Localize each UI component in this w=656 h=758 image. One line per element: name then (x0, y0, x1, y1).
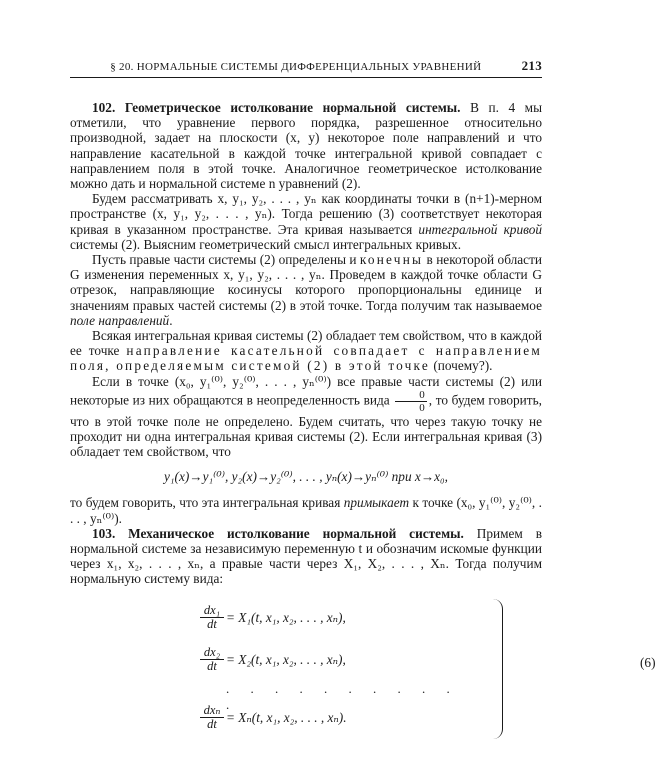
s102-paragraph-1: 102. Геометрическое истолкование нормальной системы. В п. 4 мы отметили, что уравнение первого порядка, разрешенное относительно производной, задает на плоскости (x, y) некоторое поле направлений и что направление касательной в каждой точке интегральной кривой совпадает с направлением поля в этой точке. Аналогичное геометрическое истолкование можно дать и нормальной системе n уравнений (2). (70, 100, 543, 192)
running-header (70, 58, 542, 78)
equation-row-2: $\frac{\text{dx₂}}{dt}$ = X₂(t, x₁, x₂, . . . , xₙ), (200, 639, 480, 681)
ellipsis-row: . . . . . . . . . . . (226, 680, 459, 712)
equation-number: (6) (640, 654, 656, 670)
term-direction-field: поле направлений (70, 312, 170, 328)
limit-formula: y₁(x)→y₁⁽⁰⁾, y₂(x)→y₂⁽⁰⁾, . . . , yₙ(x)→yₙ⁽⁰⁾ при x→x₀, (164, 469, 448, 485)
s103-heading: 103. Механическое истолкование нормальной системы. (92, 525, 464, 541)
fraction-zero-over-zero: $\frac{0}{0}$ (395, 389, 427, 414)
equation-system-6 (200, 597, 656, 739)
s102-paragraph-2: Будем рассматривать x, y₁, y₂, . . . , yₙ как координаты точки в (n+1)-мерном пространстве (x, y₁, y₂, . . . , yₙ). Тогда решению (3) соответствует некоторая кривая в указанном пространстве. Эта кривая называется интегральной кривой системы (2). Выясним геометрический смысл интегральных кривых. (70, 191, 542, 252)
s102-paragraph-6: то будем говорить, что эта интегральная кривая примыкает к точке (x₀, y₁⁽⁰⁾, y₂⁽⁰⁾, . . . , yₙ⁽⁰⁾). (70, 495, 542, 526)
term-adjoins: примыкает (343, 495, 410, 511)
term-integral-curve: интегральной кривой (418, 221, 542, 237)
s102-paragraph-3: Пусть правые части системы (2) определены и конечны в некоторой области G изменения переменных x, y₁, y₂, . . . , yₙ. Проведем в каждой точке области G отрезок, направляющие косинусы которого пропорциональны единице и значениям правых частей системы (2) в этой точке. Тогда получим так называемое поле направлений. (70, 252, 542, 328)
s102-heading: 102. Геометрическое истолкование нормальной системы. (92, 100, 461, 115)
spaced-emphasis: направление касательной совпадает с направлением поля, определяемым системой (2) в этой точке (70, 343, 542, 374)
header-title: § 20. НОРМАЛЬНЫЕ СИСТЕМЫ ДИФФЕРЕНЦИАЛЬНЫХ УРАВНЕНИЙ (110, 61, 482, 73)
s103-paragraph-1: 103. Механическое истолкование нормальной системы. Примем в нормальной системе за независимую переменную t и обозначим искомые функции через x₁, x₂, . . . , xₙ, а правые части через X₁, X₂, . . . , Xₙ. Тогда получим нормальную систему вида: (70, 525, 542, 587)
s102-paragraph-5: Если в точке (x₀, y₁⁽⁰⁾, y₂⁽⁰⁾, . . . , yₙ⁽⁰⁾) все правые части системы (2) или некоторые из них обращаются в неопределенность вида $\frac{0}{0}$ , то будем говорить, что в этой точке поле не определено. Будем считать, что через такую точку не проходит ни одна интегральная кривая системы (2). Если интегральная кривая (3) обладает тем свойством, что (70, 373, 542, 460)
s102-paragraph-4: Всякая интегральная кривая системы (2) обладает тем свойством, что в каждой ее точке направление касательной совпадает с направлением поля, определяемым системой (2) в этой точке (почему?). (70, 328, 542, 374)
equation-row-1: $\frac{\text{dx₁}}{dt}$ = X₁(t, x₁, x₂, . . . , xₙ), (200, 597, 480, 639)
right-brace (492, 599, 503, 739)
page-number: 213 (521, 58, 542, 73)
equation-row-n: dxₙ dt = Xₙ(t, x₁, x₂, . . . , xₙ). (200, 697, 480, 739)
